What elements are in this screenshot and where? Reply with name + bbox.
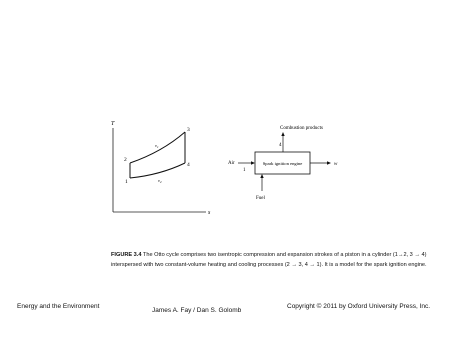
state-label-3: 3 <box>187 127 190 133</box>
air-state-number: 1 <box>243 168 246 173</box>
figure-label: FIGURE 3.4 <box>111 252 142 258</box>
ts-diagram <box>111 121 211 216</box>
process-label-v2: $v_2$ <box>158 178 162 185</box>
work-arrowhead <box>327 161 331 164</box>
figure-caption <box>111 251 431 271</box>
footer-book-title: Energy and the Environment <box>17 303 100 310</box>
caption-text: The Otto cycle comprises two isentropic compression and expansion strokes of a piston in a cylinder (1→2, 3 → 4) interspersed with two constant-volume heating and cooling processes (2 → 3, 4 → 1). It is a model for the spark ignition engine. <box>111 252 427 268</box>
state-label-4: 4 <box>187 162 190 168</box>
combustion-products-label: Combustion products <box>280 126 323 131</box>
exhaust-arrowhead <box>281 132 284 136</box>
footer-authors: James A. Fay / Dan S. Golomb <box>152 307 242 314</box>
state-label-1: 1 <box>125 179 128 185</box>
process-label-v1: $v_1$ <box>155 143 159 150</box>
state-label-2: 2 <box>124 157 127 163</box>
x-axis-label: s <box>208 210 211 216</box>
engine-block-diagram <box>228 126 338 201</box>
fuel-label: Fuel <box>256 196 265 201</box>
y-axis-label: T <box>111 121 115 127</box>
exhaust-state-number: 4 <box>279 143 282 148</box>
footer-copyright: Copyright © 2011 by Oxford University Press, Inc. <box>287 303 431 310</box>
fuel-arrowhead <box>260 174 263 178</box>
work-label: w <box>334 162 338 167</box>
air-label: Air <box>228 161 235 166</box>
air-arrowhead <box>251 161 255 164</box>
engine-label: Spark ignition engine <box>262 161 303 166</box>
process-4-1 <box>130 163 185 178</box>
